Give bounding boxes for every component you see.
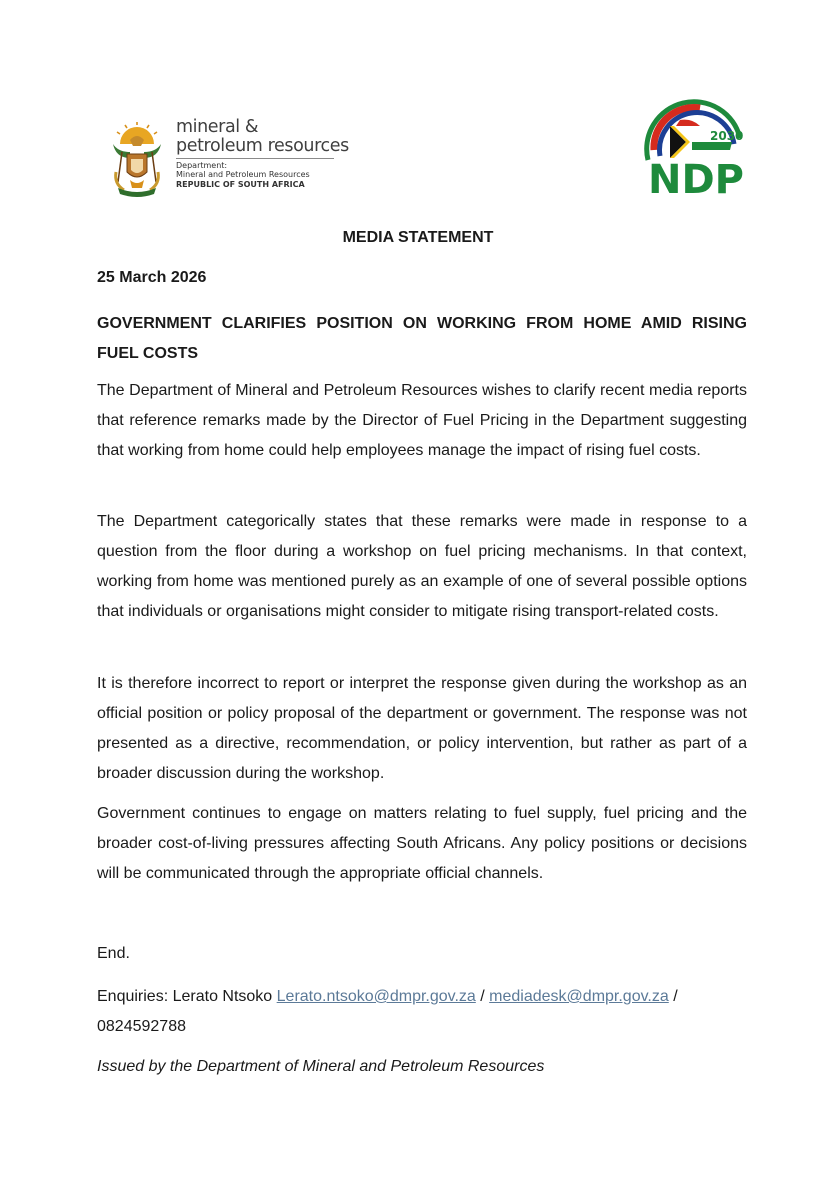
ndp-year: 2030 bbox=[710, 129, 744, 143]
statement-date: 25 March 2026 bbox=[97, 269, 207, 286]
enquiries-separator: / bbox=[475, 988, 490, 1005]
ndp-text: NDP bbox=[648, 157, 744, 198]
body-paragraph-2: The Department categorically states that these remarks were made in response to a question from the floor during a workshop on fuel pricing mechanisms. In that context, working from home was mentioned purely as an example of one of several possible options that individuals or organisations might consider to mitigate rising transport-related costs. bbox=[97, 513, 747, 620]
ndp-2030-logo bbox=[640, 98, 748, 198]
dept-name-line1: mineral & bbox=[176, 117, 259, 137]
enquiries bbox=[97, 982, 747, 1042]
issued-by: Issued by the Department of Mineral and Petroleum Resources bbox=[97, 1058, 545, 1075]
dept-full-name: Mineral and Petroleum Resources bbox=[176, 170, 310, 180]
body-paragraph-4: Government continues to engage on matters relating to fuel supply, fuel pricing and the broader cost-of-living pressures affecting South Africans. Any policy positions or decisions will be communicated through the appropriate official channels. bbox=[97, 805, 747, 882]
body-paragraph-1: The Department of Mineral and Petroleum Resources wishes to clarify recent media reports that reference remarks made by the Director of Fuel Pricing in the Department suggesting that working from home could help employees manage the impact of rising fuel costs. bbox=[97, 382, 747, 459]
dept-logo-divider bbox=[176, 158, 334, 159]
dept-name-line2: petroleum resources bbox=[176, 136, 349, 156]
statement-headline: GOVERNMENT CLARIFIES POSITION ON WORKING FROM HOME AMID RISING FUEL COSTS bbox=[97, 315, 747, 362]
coat-of-arms-icon bbox=[108, 122, 166, 198]
department-logo bbox=[108, 118, 348, 200]
enquiries-separator-2: / bbox=[668, 988, 678, 1005]
enquiries-phone: 0824592788 bbox=[97, 1018, 186, 1035]
enquiries-label: Enquiries: Lerato Ntsoko bbox=[97, 988, 273, 1005]
dept-label: Department: bbox=[176, 161, 228, 170]
email-link-lerato[interactable]: Lerato.ntsoko@dmpr.gov.za bbox=[276, 988, 476, 1005]
dept-country: REPUBLIC OF SOUTH AFRICA bbox=[176, 179, 305, 189]
email-link-mediadesk[interactable]: mediadesk@dmpr.gov.za bbox=[489, 988, 669, 1005]
page-title: MEDIA STATEMENT bbox=[342, 229, 494, 246]
body-paragraph-3: It is therefore incorrect to report or interpret the response given during the workshop as an official position or policy proposal of the department or government. The response was not presented as a directive, recommendation, or policy intervention, but rather as part of a broader discussion during the workshop. bbox=[97, 675, 747, 782]
end-marker: End. bbox=[97, 945, 130, 962]
